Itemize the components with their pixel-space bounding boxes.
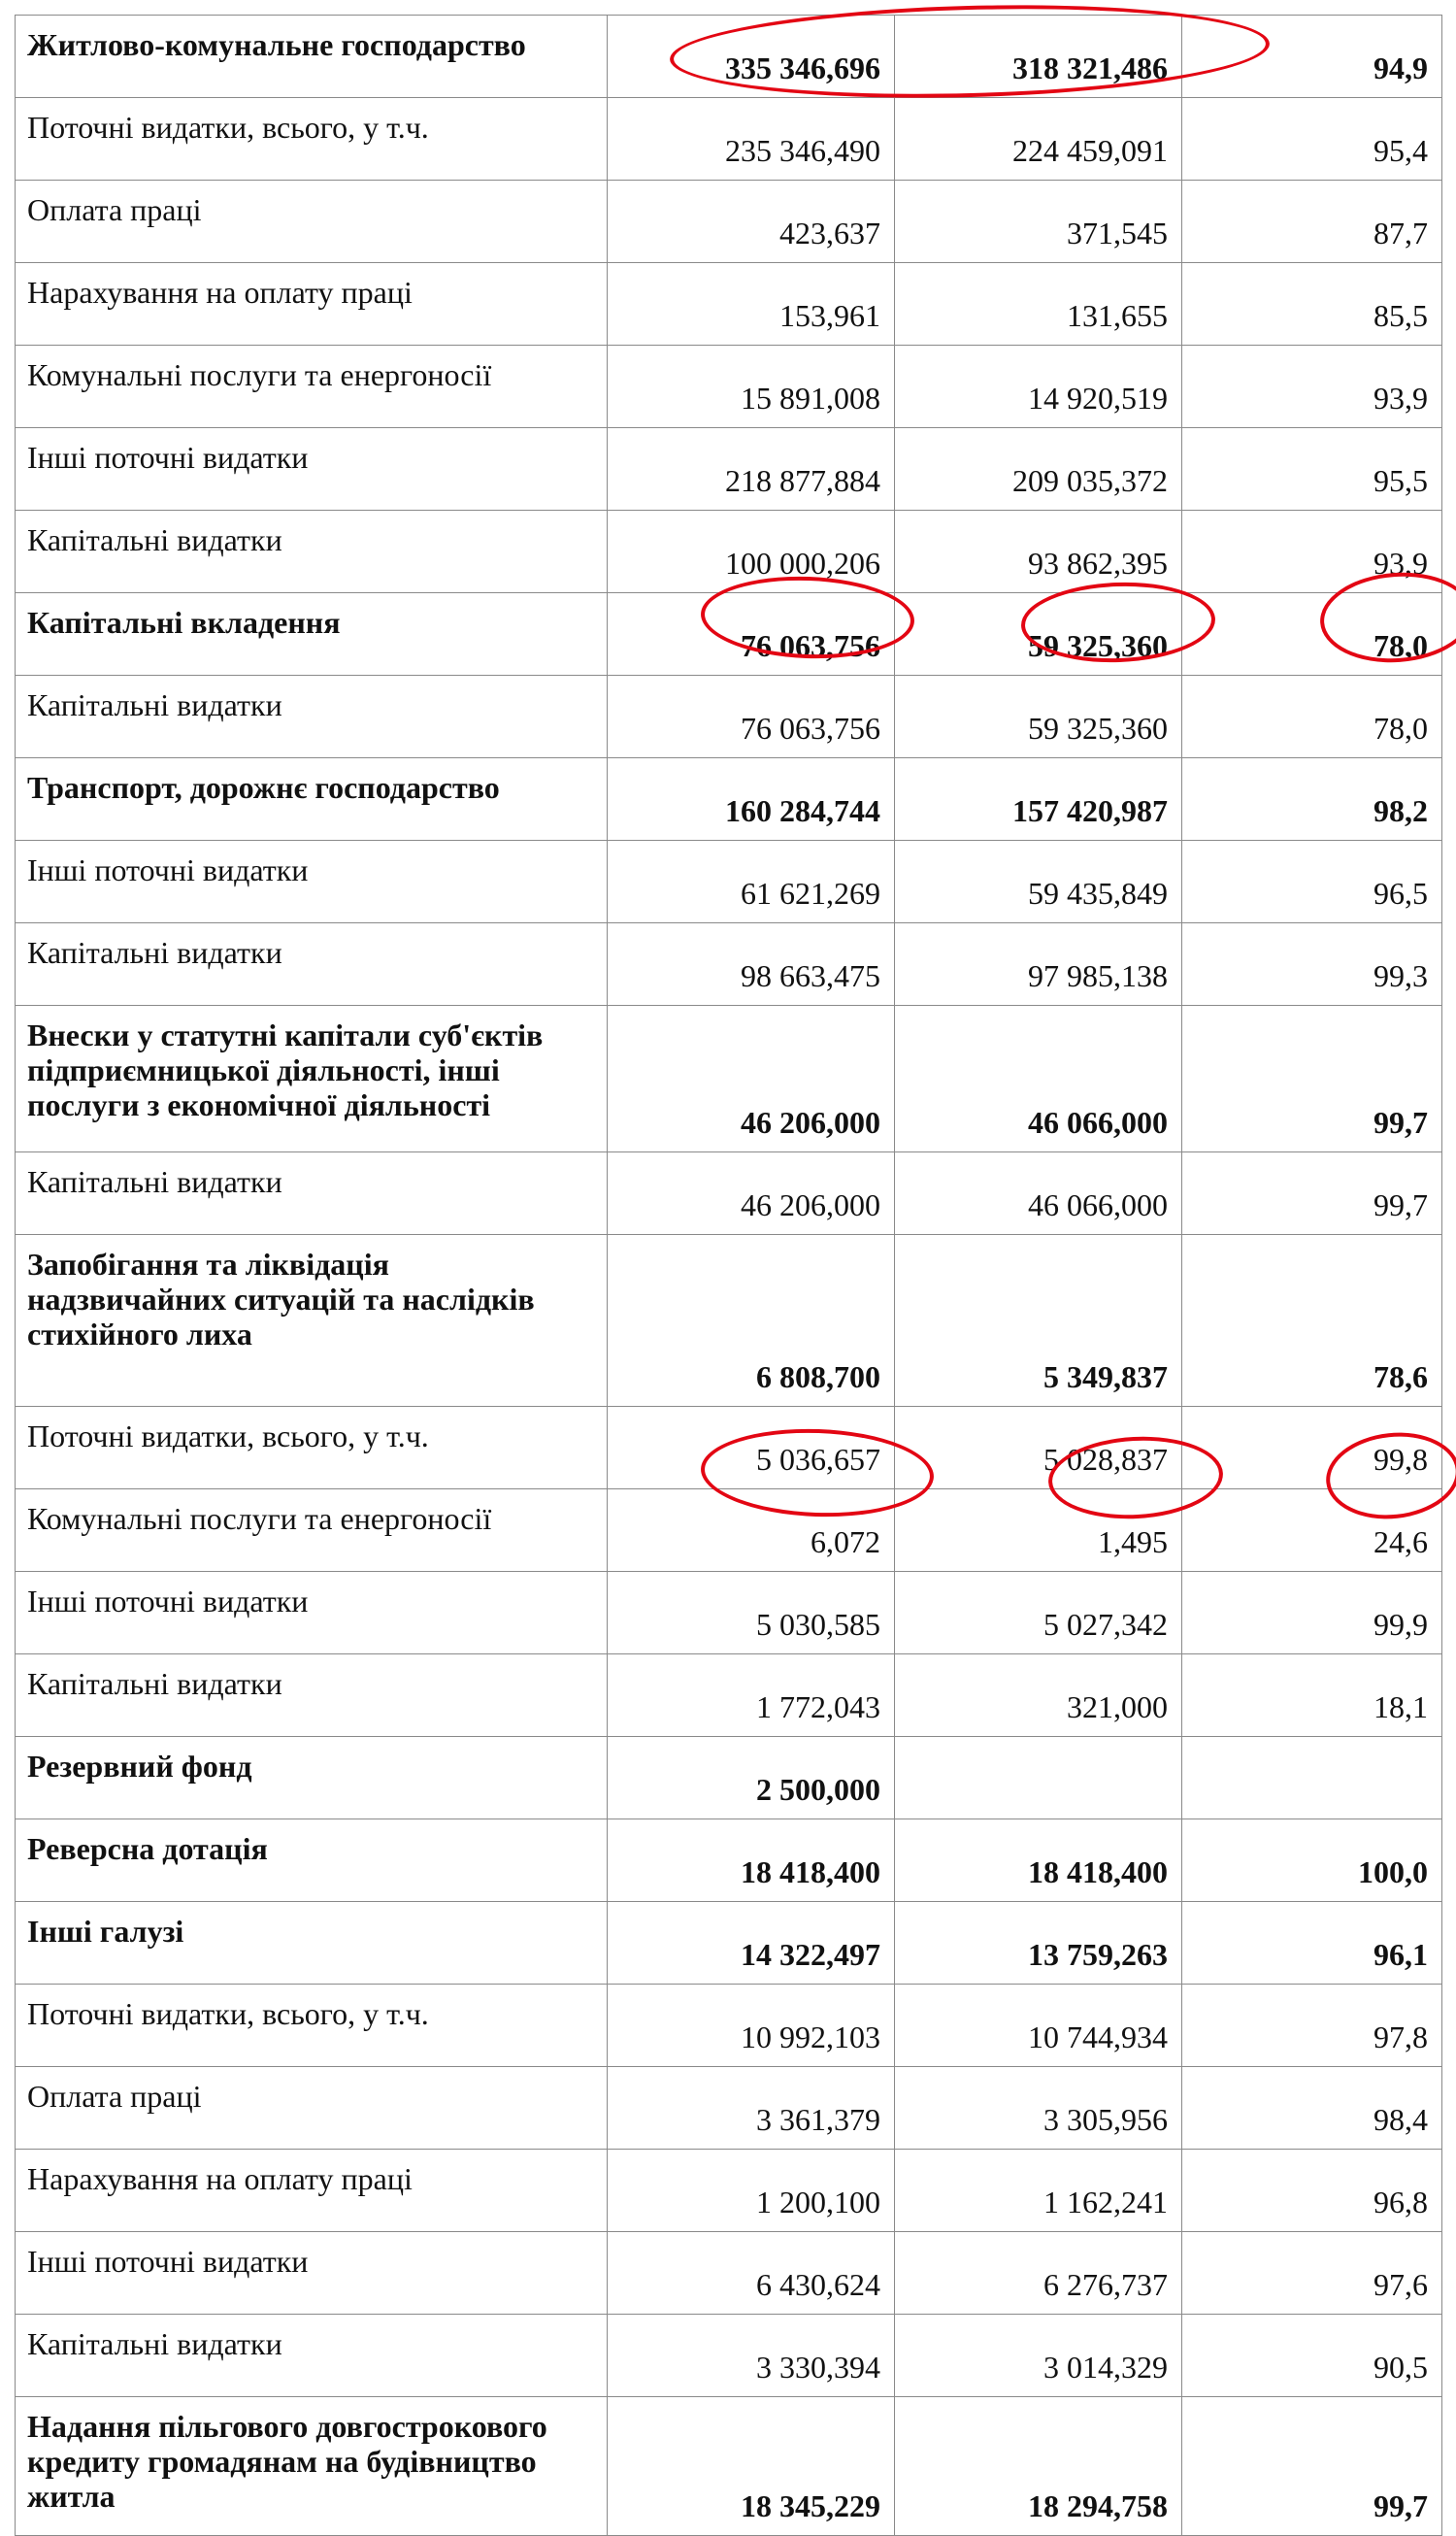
percent-value: 78,6 [1182, 1235, 1442, 1407]
plan-value: 6 808,700 [608, 1235, 895, 1407]
percent-value: 93,9 [1182, 511, 1442, 593]
percent-value: 96,8 [1182, 2150, 1442, 2232]
table-row [16, 1235, 1442, 1407]
percent-value: 98,2 [1182, 758, 1442, 841]
table-row [16, 98, 1442, 181]
percent-value: 96,1 [1182, 1902, 1442, 1985]
table-row [16, 1006, 1442, 1152]
plan-value: 14 322,497 [608, 1902, 895, 1985]
table-row [16, 758, 1442, 841]
row-label: Комунальні послуги та енергоносії [16, 1489, 608, 1572]
percent-value: 18,1 [1182, 1654, 1442, 1737]
percent-value: 24,6 [1182, 1489, 1442, 1572]
table-row [16, 263, 1442, 346]
actual-value: 5 028,837 [895, 1407, 1182, 1489]
plan-value: 100 000,206 [608, 511, 895, 593]
plan-value: 76 063,756 [608, 676, 895, 758]
row-label: Транспорт, дорожнє господарство [16, 758, 608, 841]
table-row [16, 676, 1442, 758]
table-row [16, 841, 1442, 923]
row-label: Оплата праці [16, 2067, 608, 2150]
percent-value [1182, 1737, 1442, 1819]
table-row [16, 1737, 1442, 1819]
actual-value: 371,545 [895, 181, 1182, 263]
actual-value: 131,655 [895, 263, 1182, 346]
actual-value: 18 418,400 [895, 1819, 1182, 1902]
percent-value: 100,0 [1182, 1819, 1442, 1902]
plan-value: 423,637 [608, 181, 895, 263]
percent-value: 97,8 [1182, 1985, 1442, 2067]
row-label: Поточні видатки, всього, у т.ч. [16, 98, 608, 181]
plan-value: 160 284,744 [608, 758, 895, 841]
row-label: Резервний фонд [16, 1737, 608, 1819]
percent-value: 87,7 [1182, 181, 1442, 263]
table-row [16, 2067, 1442, 2150]
table-row [16, 1902, 1442, 1985]
plan-value: 18 418,400 [608, 1819, 895, 1902]
budget-table-body [16, 16, 1442, 2536]
percent-value: 99,7 [1182, 1006, 1442, 1152]
actual-value: 13 759,263 [895, 1902, 1182, 1985]
actual-value: 10 744,934 [895, 1985, 1182, 2067]
row-label: Капітальні видатки [16, 676, 608, 758]
plan-value: 335 346,696 [608, 16, 895, 98]
percent-value: 97,6 [1182, 2232, 1442, 2315]
plan-value: 6 430,624 [608, 2232, 895, 2315]
actual-value: 1 162,241 [895, 2150, 1182, 2232]
percent-value: 93,9 [1182, 346, 1442, 428]
row-label: Поточні видатки, всього, у т.ч. [16, 1407, 608, 1489]
budget-table-container [15, 15, 1441, 2536]
table-row [16, 16, 1442, 98]
plan-value: 1 200,100 [608, 2150, 895, 2232]
actual-value: 46 066,000 [895, 1006, 1182, 1152]
percent-value: 78,0 [1182, 676, 1442, 758]
actual-value: 46 066,000 [895, 1152, 1182, 1235]
plan-value: 15 891,008 [608, 346, 895, 428]
plan-value: 218 877,884 [608, 428, 895, 511]
actual-value: 224 459,091 [895, 98, 1182, 181]
plan-value: 61 621,269 [608, 841, 895, 923]
table-row [16, 181, 1442, 263]
plan-value: 1 772,043 [608, 1654, 895, 1737]
row-label: Капітальні видатки [16, 1152, 608, 1235]
percent-value: 95,5 [1182, 428, 1442, 511]
table-row [16, 1572, 1442, 1654]
percent-value: 99,3 [1182, 923, 1442, 1006]
table-row [16, 1407, 1442, 1489]
table-row [16, 1819, 1442, 1902]
budget-table [15, 15, 1442, 2536]
table-row [16, 511, 1442, 593]
plan-value: 18 345,229 [608, 2397, 895, 2536]
percent-value: 90,5 [1182, 2315, 1442, 2397]
actual-value: 6 276,737 [895, 2232, 1182, 2315]
table-row [16, 1654, 1442, 1737]
plan-value: 3 330,394 [608, 2315, 895, 2397]
table-row [16, 2150, 1442, 2232]
actual-value: 318 321,486 [895, 16, 1182, 98]
plan-value: 46 206,000 [608, 1152, 895, 1235]
row-label: Інші галузі [16, 1902, 608, 1985]
actual-value: 3 305,956 [895, 2067, 1182, 2150]
table-row [16, 2232, 1442, 2315]
actual-value: 5 349,837 [895, 1235, 1182, 1407]
row-label: Інші поточні видатки [16, 428, 608, 511]
actual-value: 59 435,849 [895, 841, 1182, 923]
plan-value: 98 663,475 [608, 923, 895, 1006]
percent-value: 96,5 [1182, 841, 1442, 923]
row-label: Поточні видатки, всього, у т.ч. [16, 1985, 608, 2067]
row-label: Інші поточні видатки [16, 2232, 608, 2315]
table-row [16, 1152, 1442, 1235]
plan-value: 5 036,657 [608, 1407, 895, 1489]
actual-value: 3 014,329 [895, 2315, 1182, 2397]
actual-value: 157 420,987 [895, 758, 1182, 841]
actual-value: 93 862,395 [895, 511, 1182, 593]
table-row [16, 593, 1442, 676]
row-label: Капітальні видатки [16, 511, 608, 593]
row-label: Капітальні видатки [16, 923, 608, 1006]
plan-value: 46 206,000 [608, 1006, 895, 1152]
plan-value: 6,072 [608, 1489, 895, 1572]
actual-value: 321,000 [895, 1654, 1182, 1737]
percent-value: 85,5 [1182, 263, 1442, 346]
actual-value: 18 294,758 [895, 2397, 1182, 2536]
percent-value: 78,0 [1182, 593, 1442, 676]
row-label: Капітальні вкладення [16, 593, 608, 676]
percent-value: 94,9 [1182, 16, 1442, 98]
row-label: Капітальні видатки [16, 1654, 608, 1737]
actual-value: 59 325,360 [895, 676, 1182, 758]
percent-value: 99,7 [1182, 1152, 1442, 1235]
actual-value: 1,495 [895, 1489, 1182, 1572]
actual-value: 59 325,360 [895, 593, 1182, 676]
plan-value: 235 346,490 [608, 98, 895, 181]
row-label: Внески у статутні капітали суб'єктів підприємницької діяльності, інші послуги з економічної діяльності [16, 1006, 608, 1152]
percent-value: 99,7 [1182, 2397, 1442, 2536]
plan-value: 3 361,379 [608, 2067, 895, 2150]
actual-value: 5 027,342 [895, 1572, 1182, 1654]
row-label: Комунальні послуги та енергоносії [16, 346, 608, 428]
percent-value: 99,8 [1182, 1407, 1442, 1489]
row-label: Нарахування на оплату праці [16, 263, 608, 346]
row-label: Інші поточні видатки [16, 1572, 608, 1654]
plan-value: 5 030,585 [608, 1572, 895, 1654]
row-label: Запобігання та ліквідація надзвичайних ситуацій та наслідків стихійного лиха [16, 1235, 608, 1407]
actual-value [895, 1737, 1182, 1819]
table-row [16, 1985, 1442, 2067]
actual-value: 209 035,372 [895, 428, 1182, 511]
row-label: Оплата праці [16, 181, 608, 263]
plan-value: 2 500,000 [608, 1737, 895, 1819]
actual-value: 14 920,519 [895, 346, 1182, 428]
row-label: Капітальні видатки [16, 2315, 608, 2397]
row-label: Інші поточні видатки [16, 841, 608, 923]
row-label: Житлово-комунальне господарство [16, 16, 608, 98]
table-row [16, 428, 1442, 511]
table-row [16, 923, 1442, 1006]
percent-value: 99,9 [1182, 1572, 1442, 1654]
plan-value: 76 063,756 [608, 593, 895, 676]
row-label: Надання пільгового довгострокового кредиту громадянам на будівництво житла [16, 2397, 608, 2536]
table-row [16, 346, 1442, 428]
percent-value: 98,4 [1182, 2067, 1442, 2150]
row-label: Нарахування на оплату праці [16, 2150, 608, 2232]
row-label: Реверсна дотація [16, 1819, 608, 1902]
table-row [16, 2397, 1442, 2536]
percent-value: 95,4 [1182, 98, 1442, 181]
table-row [16, 2315, 1442, 2397]
plan-value: 10 992,103 [608, 1985, 895, 2067]
plan-value: 153,961 [608, 263, 895, 346]
actual-value: 97 985,138 [895, 923, 1182, 1006]
table-row [16, 1489, 1442, 1572]
